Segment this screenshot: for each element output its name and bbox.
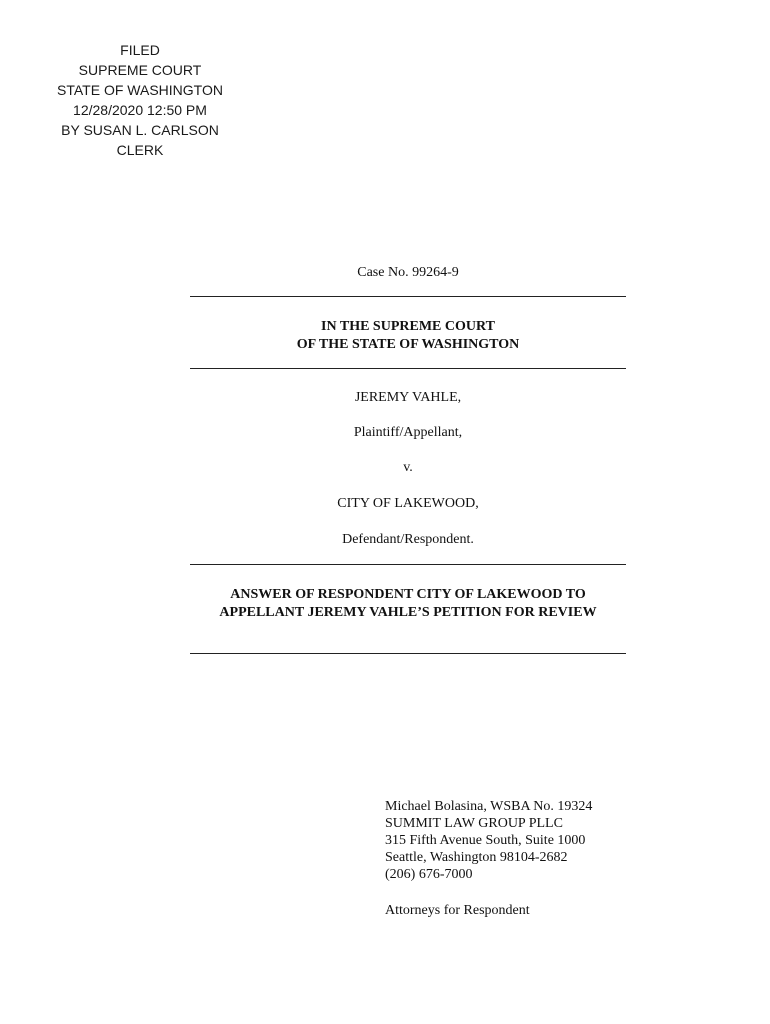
attorney-name: Michael Bolasina, WSBA No. 19324: [385, 799, 593, 814]
attorney-block: [385, 798, 592, 919]
court-heading-line2: OF THE STATE OF WASHINGTON: [296, 337, 520, 352]
document-title: [190, 586, 626, 622]
defendant-role: Defendant/Respondent.: [342, 532, 474, 547]
stamp-court: SUPREME COURT: [78, 62, 202, 78]
divider-bottom: [190, 653, 626, 654]
versus: v.: [403, 460, 413, 475]
stamp-state: STATE OF WASHINGTON: [57, 82, 223, 98]
divider-court: [190, 368, 626, 369]
case-number: Case No. 99264-9: [357, 265, 459, 280]
document-title-line1: ANSWER OF RESPONDENT CITY OF LAKEWOOD TO: [230, 587, 586, 602]
attorney-firm: SUMMIT LAW GROUP PLLC: [385, 816, 563, 831]
filing-stamp: [40, 40, 240, 160]
stamp-datetime: 12/28/2020 12:50 PM: [73, 102, 207, 118]
plaintiff-name: JEREMY VAHLE,: [354, 390, 462, 405]
stamp-clerk-name: BY SUSAN L. CARLSON: [61, 122, 219, 138]
attorney-address-city: Seattle, Washington 98104-2682: [385, 850, 568, 865]
defendant-name: CITY OF LAKEWOOD,: [337, 496, 479, 511]
plaintiff-role: Plaintiff/Appellant,: [353, 425, 463, 440]
attorney-role: Attorneys for Respondent: [385, 903, 530, 918]
attorney-phone: (206) 676-7000: [385, 867, 473, 882]
stamp-filed: FILED: [120, 42, 160, 58]
divider-top: [190, 296, 626, 297]
document-title-line2: APPELLANT JEREMY VAHLE’S PETITION FOR REVIEW: [219, 605, 597, 620]
divider-parties: [190, 564, 626, 565]
court-heading-line1: IN THE SUPREME COURT: [321, 319, 495, 334]
attorney-address-street: 315 Fifth Avenue South, Suite 1000: [385, 833, 586, 848]
stamp-clerk-title: CLERK: [116, 142, 164, 158]
court-heading: [190, 318, 626, 354]
